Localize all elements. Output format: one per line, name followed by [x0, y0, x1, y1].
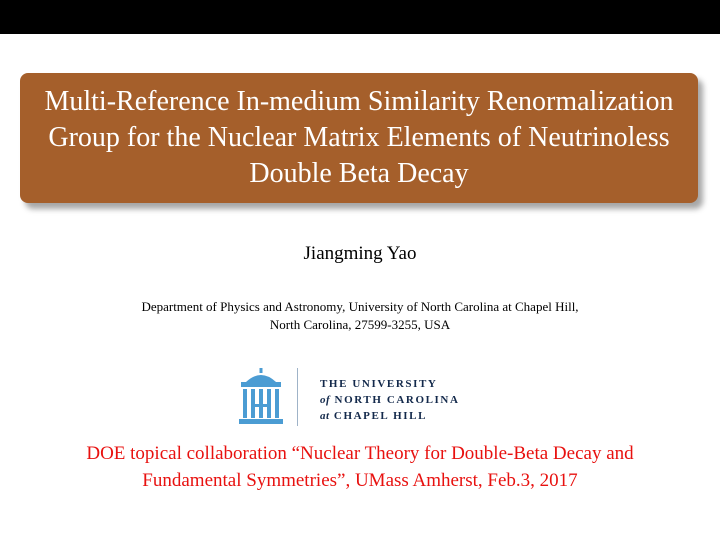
- top-bar: [0, 0, 720, 34]
- affiliation-line-2: North Carolina, 27599-3255, USA: [269, 317, 451, 332]
- affiliation: [0, 298, 720, 334]
- event-line-1: DOE topical collaboration “Nuclear Theory for Double-Beta Decay and: [86, 443, 634, 464]
- title-line-2: Group for the Nuclear Matrix Elements of Neutrinoless: [48, 122, 670, 153]
- unc-logo: [238, 366, 488, 428]
- slide-title: [44, 84, 673, 192]
- logo-line-3-text: CHAPEL HILL: [333, 410, 428, 422]
- event-info: [0, 440, 720, 494]
- affiliation-line-1: Department of Physics and Astronomy, University of North Carolina at Chapel Hill,: [141, 299, 579, 314]
- logo-divider: [297, 368, 298, 426]
- logo-line-3-prefix: at: [320, 410, 330, 422]
- logo-line-2: [320, 392, 490, 408]
- event-line-2: Fundamental Symmetries”, UMass Amherst, Feb.3, 2017: [142, 470, 578, 491]
- title-line-1: Multi-Reference In-medium Similarity Renormalization: [44, 86, 674, 117]
- logo-wordmark: [320, 376, 490, 424]
- old-well-seal-icon: [238, 366, 284, 428]
- author-name: Jiangming Yao: [303, 243, 417, 264]
- title-box: [20, 73, 698, 203]
- logo-line-2-prefix: of: [320, 394, 331, 406]
- logo-line-2-text: NORTH CAROLINA: [334, 394, 460, 406]
- title-line-3: Double Beta Decay: [249, 158, 469, 189]
- logo-line-3: [320, 408, 490, 424]
- logo-line-1: THE UNIVERSITY: [320, 378, 438, 390]
